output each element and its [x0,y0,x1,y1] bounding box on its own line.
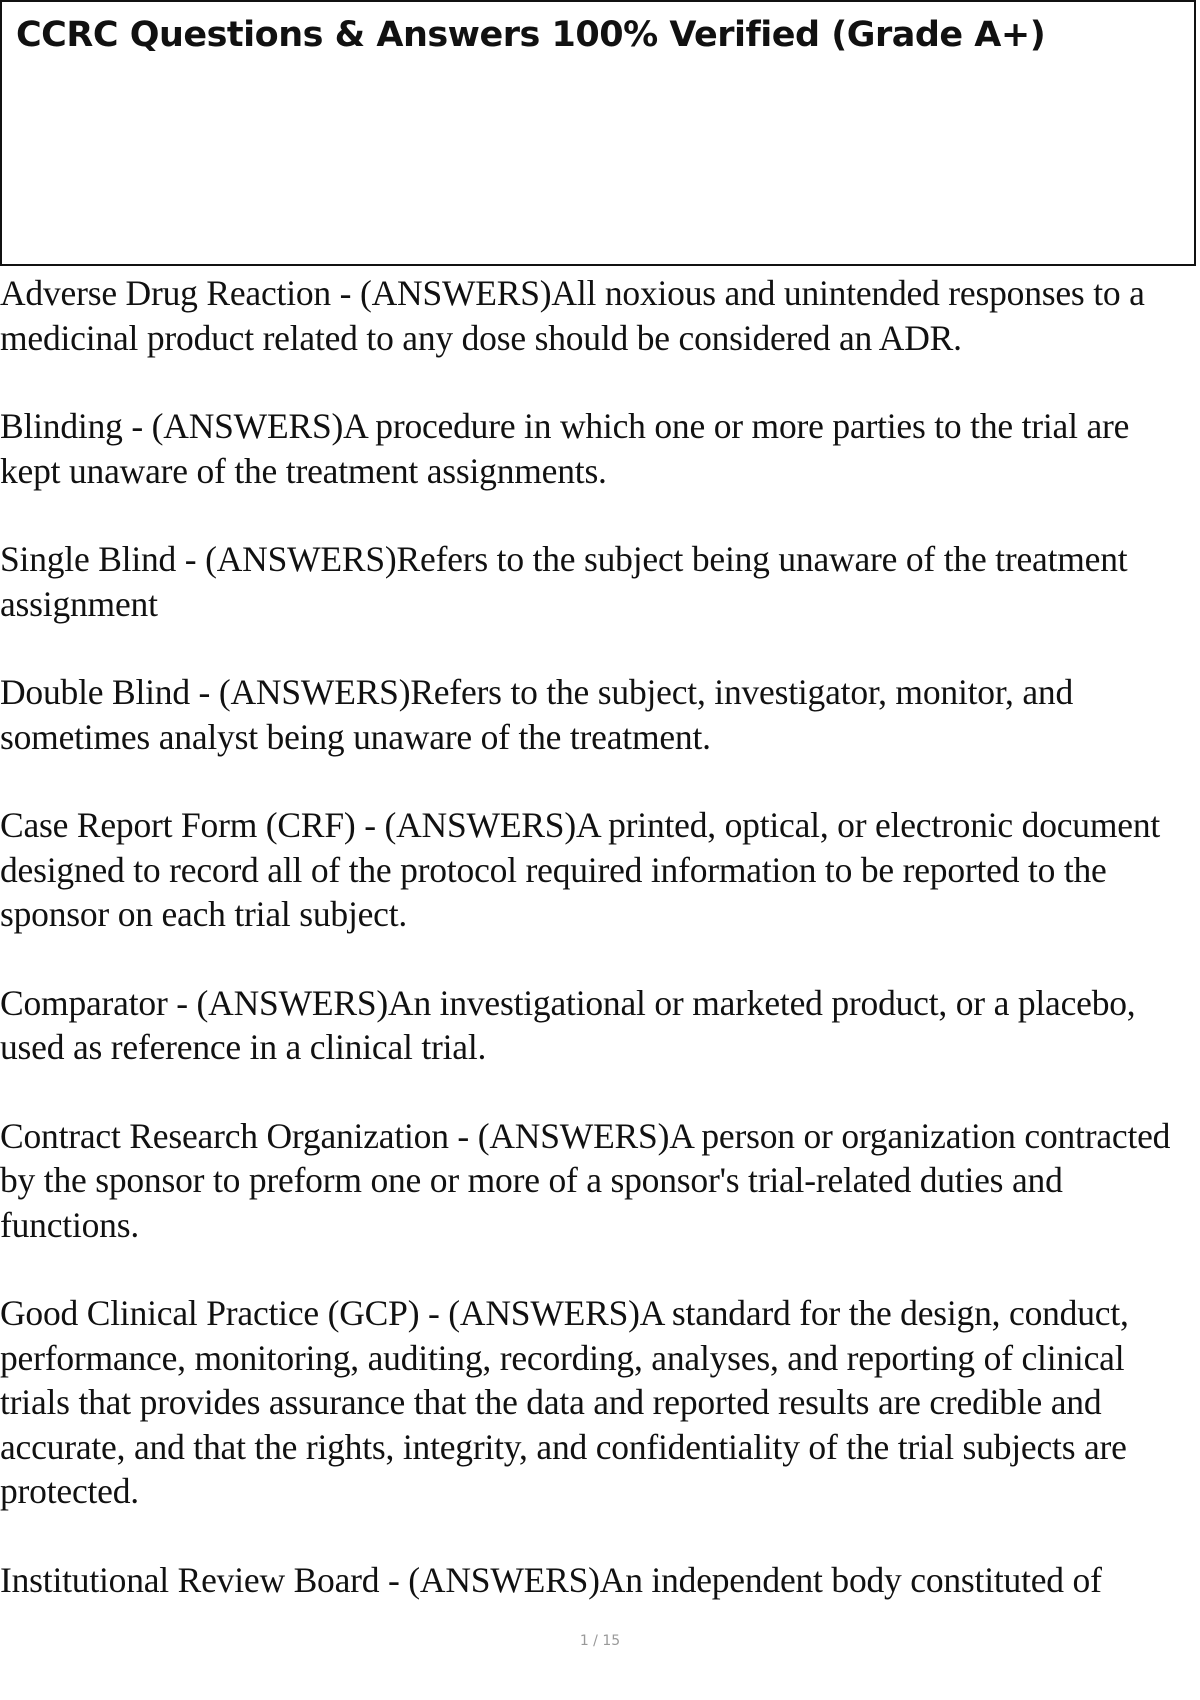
qa-entry: Adverse Drug Reaction - (ANSWERS)All noxious and unintended responses to a medicinal product related to any dose should be considered an ADR. [0,273,1145,358]
qa-entry: Case Report Form (CRF) - (ANSWERS)A printed, optical, or electronic document designed to record all of the protocol required information to be reported to the sponsor on each trial subject. [0,805,1161,934]
page-number: 1 / 15 [579,1633,621,1649]
document-title: CCRC Questions & Answers 100% Verified (Grade A+) [16,15,1046,55]
title-box [0,0,1196,266]
qa-entry: Institutional Review Board - (ANSWERS)An independent body constituted of [0,1559,1102,1600]
qa-entry: Good Clinical Practice (GCP) - (ANSWERS)A standard for the design, conduct, performance, monitoring, auditing, recording, analyses, and reporting of clinical trials that provides assurance that the data and reported results are credible and accurate, and that the rights, integrity, and confidentiality of the trial subjects are protected. [0,1293,1129,1511]
qa-entry: Double Blind - (ANSWERS)Refers to the subject, investigator, monitor, and sometimes analyst being unaware of the treatment. [0,672,1074,757]
qa-entry: Blinding - (ANSWERS)A procedure in which one or more parties to the trial are kept unaware of the treatment assignments. [0,406,1130,491]
qa-entry: Comparator - (ANSWERS)An investigational or marketed product, or a placebo, used as reference in a clinical trial. [0,982,1136,1067]
qa-entry: Contract Research Organization - (ANSWERS)A person or organization contracted by the sponsor to preform one or more of a sponsor's trial-related duties and functions. [0,1115,1171,1245]
qa-entry-list [0,271,1190,1646]
qa-entry: Single Blind - (ANSWERS)Refers to the subject being unaware of the treatment assignment [0,539,1128,624]
